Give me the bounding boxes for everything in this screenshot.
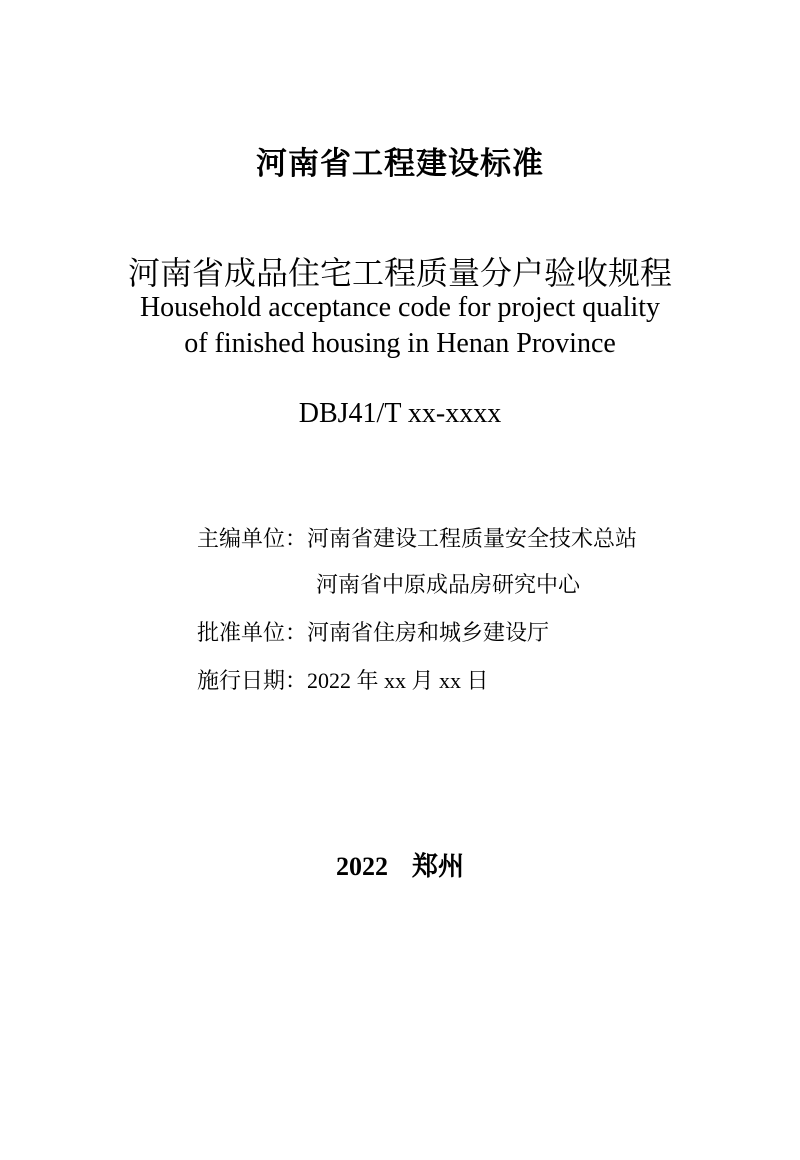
chief-editor-row xyxy=(197,522,637,553)
approval-label: 批准单位： xyxy=(197,621,308,646)
chief-editor-value-1: 河南省建设工程质量安全技术总站 xyxy=(307,527,638,552)
publication-city: 郑州 xyxy=(411,852,464,882)
effective-date-value: 2022 年 xx 月 xx 日 xyxy=(307,668,489,693)
chief-editor-value-2: 河南省中原成品房研究中心 xyxy=(316,573,581,598)
approval-row xyxy=(197,616,549,647)
document-title-english-line-1: Household acceptance code for project quality xyxy=(139,292,661,323)
standard-number: DBJ41/T xx-xxxx xyxy=(298,398,502,429)
standard-category-heading: 河南省工程建设标准 xyxy=(256,146,544,182)
document-title-chinese: 河南省成品住宅工程质量分户验收规程 xyxy=(127,254,672,292)
effective-date-label: 施行日期： xyxy=(197,669,308,694)
publication-footer xyxy=(0,846,800,883)
effective-date-row xyxy=(197,664,489,695)
document-title-english-line-2: of finished housing in Henan Province xyxy=(184,328,616,359)
chief-editor-row-2 xyxy=(316,568,580,599)
approval-value: 河南省住房和城乡建设厅 xyxy=(307,621,550,646)
publication-year: 2022 xyxy=(335,852,388,881)
chief-editor-label: 主编单位： xyxy=(197,527,308,552)
